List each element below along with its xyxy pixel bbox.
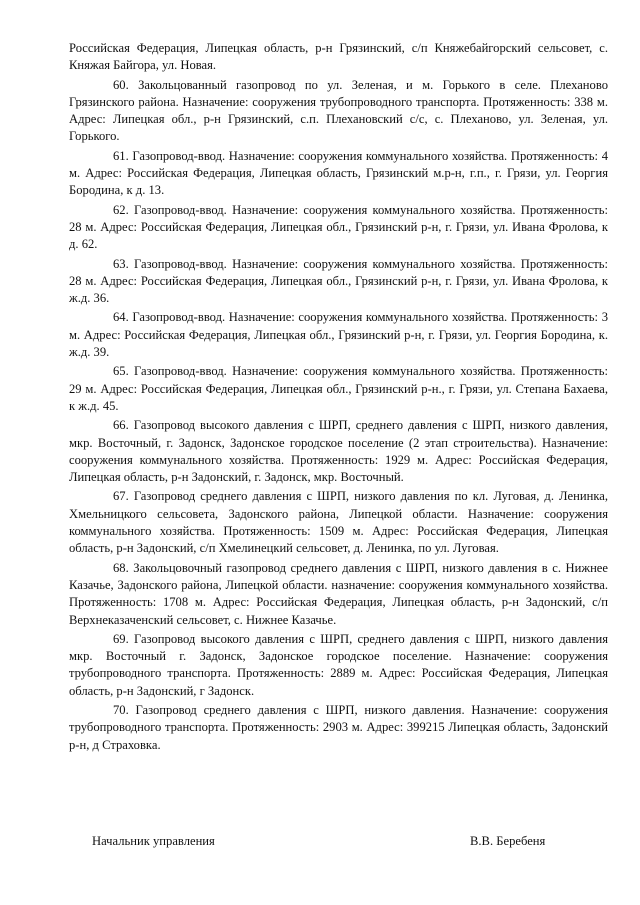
paragraph-item-67: 67. Газопровод среднего давления с ШРП, низкого давления по кл. Луговая, д. Ленинка, Хмельницкого сельсовета, Задонского района, Липецкой области. Назначение: сооружения коммунального хозяйства. Протяженность: 1509 м. Адрес: Российская Федерация, Липецкая область, р-н Задонский, с/п Хмелинецкий сельсовет, д. Ленинка, по ул. Луговая. bbox=[69, 489, 608, 556]
paragraph-item-70: 70. Газопровод среднего давления с ШРП, низкого давления. Назначение: сооружения трубопроводного транспорта. Протяженность: 2903 м. Адрес: 399215 Липецкая область, Задонский р-н, д Страховка. bbox=[69, 702, 608, 752]
paragraph-item-61: 61. Газопровод-ввод. Назначение: сооружения коммунального хозяйства. Протяженность: 4 м. Адрес: Российская Федерация, Липецкая область, Грязинский м.р-н, г.п., г. Грязи, ул. Георгия Бородина, к д. 13. bbox=[69, 148, 608, 198]
paragraph-item-63: 63. Газопровод-ввод. Назначение: сооружения коммунального хозяйства. Протяженность: 28 м. Адрес: Российская Федерация, Липецкая обл., Грязинский р-н, г. Грязи, ул. Ивана Фролова, к ж.д. 36. bbox=[69, 256, 608, 306]
document-body bbox=[69, 40, 608, 756]
paragraph-item-60: 60. Закольцованный газопровод по ул. Зеленая, и м. Горького в селе. Плеханово Грязинского района. Назначение: сооружения трубопроводного транспорта. Протяженность: 338 м. Адрес: Липецкая обл., р-н Грязинский, с.п. Плехановский с/с, с. Плеханово, ул. Зеленая, ул. Горького. bbox=[69, 77, 608, 144]
paragraph-item-62: 62. Газопровод-ввод. Назначение: сооружения коммунального хозяйства. Протяженность: 28 м. Адрес: Российская Федерация, Липецкая обл., Грязинский р-н, г. Грязи, ул. Ивана Фролова, к д. 62. bbox=[69, 202, 608, 252]
paragraph-item-64: 64. Газопровод-ввод. Назначение: сооружения коммунального хозяйства. Протяженность: 3 м. Адрес: Российская Федерация, Липецкая обл., Грязинский р-н, г. Грязи, ул. Георгия Бородина, к. ж.д. 39. bbox=[69, 310, 608, 360]
paragraph-item-69: 69. Газопровод высокого давления с ШРП, среднего давления с ШРП, низкого давления мкр. Восточный г. Задонск, Задонское городское поселение. Назначение: сооружения трубопроводного транспорта. Протяженность: 2889 м. Адрес: Российская Федерация, Липецкая область, р-н Задонский, г Задонск. bbox=[69, 631, 608, 698]
paragraph-item-66: 66. Газопровод высокого давления с ШРП, среднего давления с ШРП, низкого давления, мкр. Восточный, г. Задонск, Задонское городское поселение (2 этап строительства). Назначение: сооружения коммунального хозяйства. Протяженность: 1929 м. Адрес: Российская Федерация, Липецкая область, р-н Задонский, г. Задонск, мкр. Восточный. bbox=[69, 418, 608, 485]
signature-position: Начальник управления bbox=[92, 834, 215, 848]
signature-name: В.В. Беребеня bbox=[470, 834, 546, 848]
paragraph-continuation: Российская Федерация, Липецкая область, р-н Грязинский, с/п Княжебайгорский сельсовет, с. Княжая Байгора, ул. Новая. bbox=[69, 41, 608, 73]
paragraph-item-68: 68. Закольцовочный газопровод среднего давления с ШРП, низкого давления в с. Нижнее Казачье, Задонского района, Липецкой области. назначение: сооружения коммунального хозяйства. Протяженность: 1708 м. Адрес: Российская Федерация, Липецкая область, р-н Задонский, с/п Верхнеказаченский сельсовет, с. Нижнее Казачье. bbox=[69, 560, 608, 627]
paragraph-item-65: 65. Газопровод-ввод. Назначение: сооружения коммунального хозяйства. Протяженность: 29 м. Адрес: Российская Федерация, Липецкая обл., Грязинский р-н., г. Грязи, ул. Степана Бахаева, к ж.д. 45. bbox=[69, 364, 608, 413]
